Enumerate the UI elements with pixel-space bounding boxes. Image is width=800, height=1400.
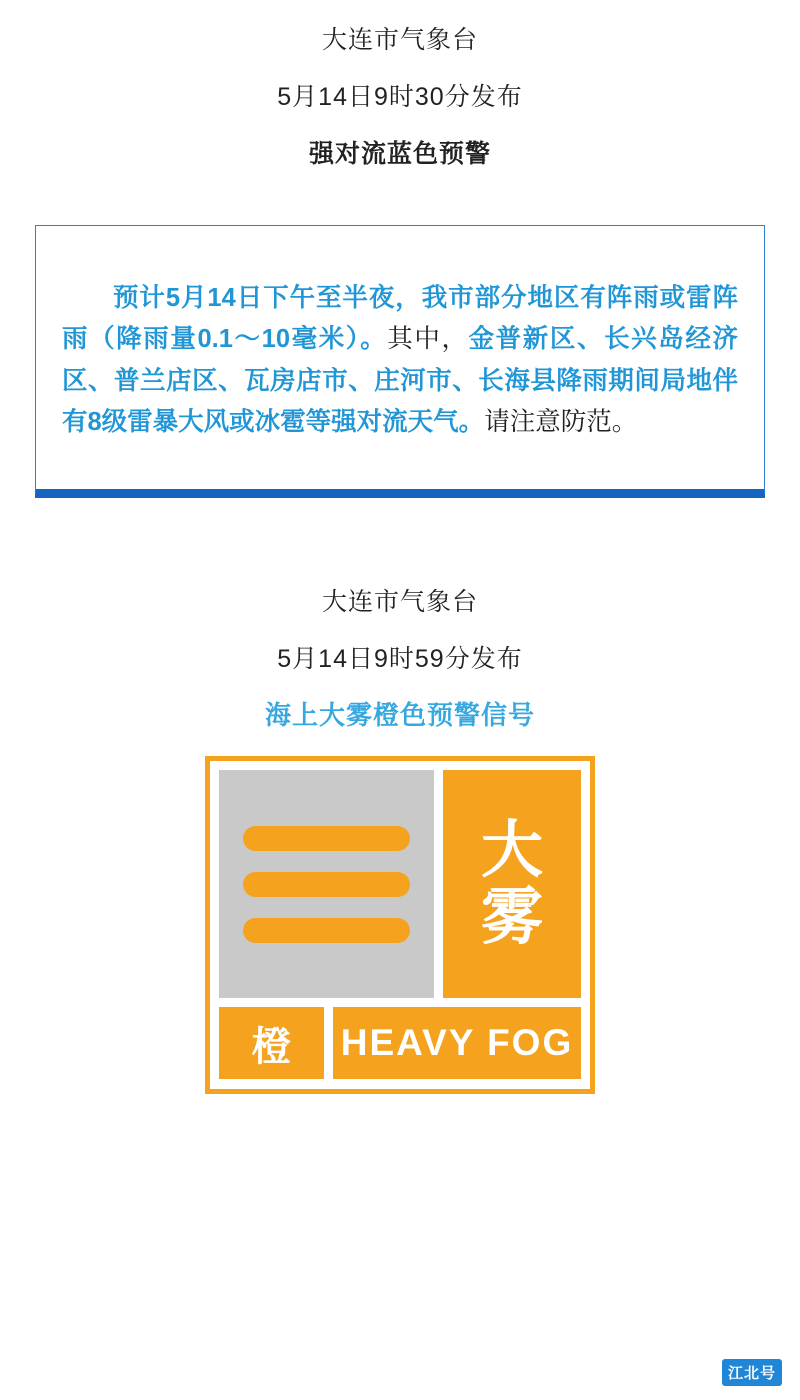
alert2-issuer: 大连市气象台: [321, 588, 478, 617]
heavy-fog-warning-sign: [205, 756, 595, 1094]
alert2-issue-time: 5月14日9时59分发布: [277, 645, 523, 674]
watermark-label: 江北号: [722, 1359, 782, 1386]
alert2-title: 海上大雾橙色预警信号: [264, 700, 535, 731]
alert1-notice-text: [62, 278, 738, 443]
alert1-body-part-1: 预计5月14日下午至半夜，我市部分地区有阵雨或雷阵雨（降雨量0.1～10毫米）。: [62, 284, 738, 354]
sign-level-label: 橙: [219, 1007, 324, 1079]
sign-character-2: 雾: [480, 883, 543, 953]
alert1-body-part-3: 金普新区、长兴岛经济区、普兰店区、瓦房店市、庄河市、长海县降雨期间局地伴有8级雷暴大风或冰雹等强对流天气。: [62, 325, 738, 436]
sign-bottom-row: [219, 1007, 581, 1079]
sign-characters: [443, 770, 581, 998]
sign-top-row: [219, 770, 581, 998]
alert1-body-part-2: 其中，: [387, 325, 469, 354]
sign-character-1: 大: [480, 816, 543, 886]
fog-bar-3: [243, 918, 411, 943]
alert1-body-part-4: 请注意防范。: [484, 407, 638, 436]
sign-english-label: HEAVY FOG: [333, 1007, 581, 1079]
alert1-issuer: 大连市气象台: [321, 26, 478, 54]
alert1-issue-time: 5月14日9时30分发布: [277, 83, 523, 111]
fog-stripes-icon: [219, 770, 434, 998]
heavy-fog-warning-sign-wrap: [0, 756, 800, 1094]
fog-bar-2: [243, 872, 411, 897]
page-root: [0, 28, 800, 1400]
fog-bar-1: [243, 826, 411, 851]
watermark: [722, 1359, 782, 1386]
alert1-title: 强对流蓝色预警: [308, 140, 491, 168]
alert1-notice-box: [35, 225, 765, 498]
